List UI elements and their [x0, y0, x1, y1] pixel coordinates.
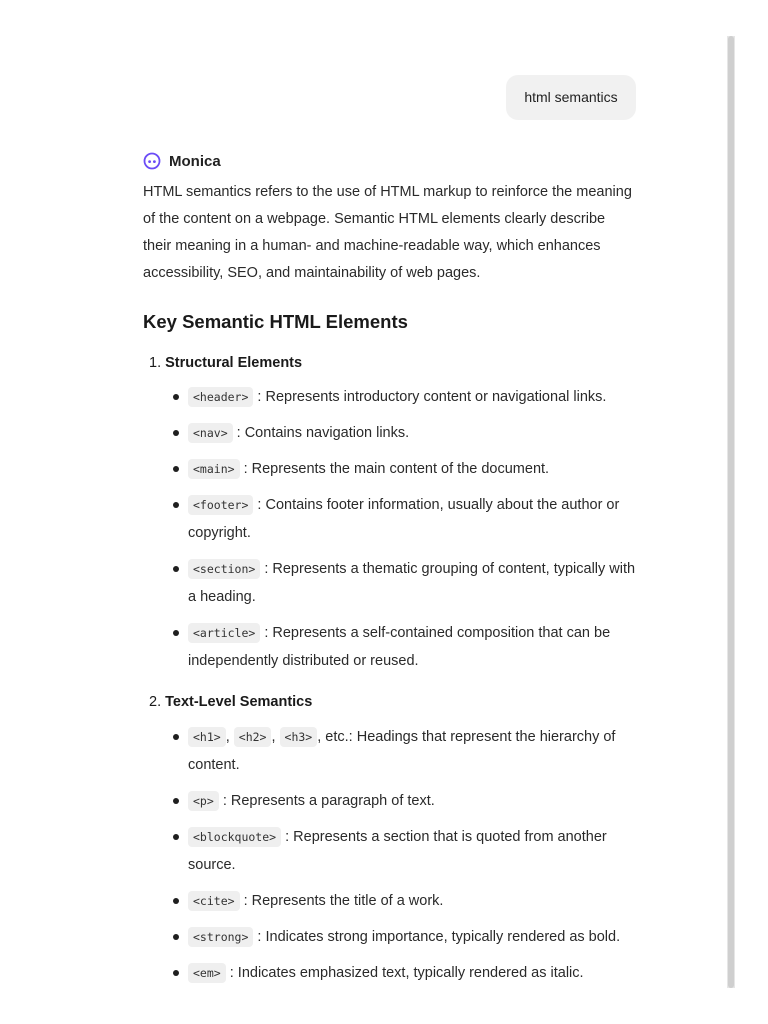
list-item: <h1> , <h2> , <h3> , etc.: Headings that represent the hierarchy of content. [188, 723, 640, 779]
code-tag: <footer> [188, 495, 253, 515]
code-tag: <header> [188, 387, 253, 407]
group-number: 1. [149, 355, 162, 371]
assistant-header [143, 150, 221, 172]
item-text: : Represents introductory content or navigational links. [257, 389, 607, 405]
code-tag: <section> [188, 559, 260, 579]
item-text: : Indicates emphasized text, typically rendered as italic. [229, 965, 584, 981]
code-tag: <article> [188, 623, 260, 643]
user-message-text: html semantics [524, 89, 618, 105]
intro-paragraph: HTML semantics refers to the use of HTML markup to reinforce the meaning of the content on a webpage. Semantic HTML elements clearly describe their meaning in a human- and machine-readable way, which enhances accessibility, SEO, and maintainability of web pages. [143, 184, 632, 281]
item-text: : Represents a section that is quoted from another source. [188, 829, 607, 873]
assistant-name: Monica [169, 152, 221, 170]
structural-elements-list [188, 383, 640, 683]
item-text: , etc.: Headings that represent the hierarchy of content. [188, 729, 616, 773]
scrollbar-thumb[interactable] [728, 36, 734, 988]
code-tag: <blockquote> [188, 827, 281, 847]
item-text: : Contains footer information, usually about the author or copyright. [188, 497, 620, 541]
list-item [188, 959, 640, 987]
user-message-bubble [506, 75, 636, 120]
group-title-structural [149, 351, 302, 375]
code-tag: <cite> [188, 891, 240, 911]
code-tag: <h2> [234, 727, 272, 747]
code-tag: <strong> [188, 927, 253, 947]
list-item [188, 383, 640, 411]
list-item [188, 555, 640, 611]
group-name: Structural Elements [165, 355, 303, 371]
list-item [188, 491, 640, 547]
text-level-semantics-list [188, 723, 640, 995]
item-text: : Represents the main content of the document. [243, 461, 550, 477]
list-item [188, 887, 640, 915]
group-number: 2. [149, 694, 162, 710]
item-text: : Indicates strong importance, typically rendered as bold. [257, 929, 621, 945]
list-item [188, 619, 640, 675]
code-tag: <h1> [188, 727, 226, 747]
monica-avatar-icon [143, 152, 161, 170]
section-title: Key Semantic HTML Elements [143, 311, 408, 332]
list-item [188, 823, 640, 879]
code-tag: <p> [188, 791, 219, 811]
code-tag: <h3> [280, 727, 318, 747]
list-item [188, 923, 640, 951]
group-name: Text-Level Semantics [165, 694, 313, 710]
code-tag: <em> [188, 963, 226, 983]
list-item [188, 787, 640, 815]
group-title-text-level [149, 690, 312, 714]
code-tag: <main> [188, 459, 240, 479]
item-text: : Represents a thematic grouping of content, typically with a heading. [188, 561, 636, 605]
list-item [188, 455, 640, 483]
list-item [188, 419, 640, 447]
code-tag: <nav> [188, 423, 233, 443]
item-text: : Represents a self-contained composition that can be independently distributed or reused. [188, 625, 611, 669]
item-text: : Represents the title of a work. [243, 893, 444, 909]
item-text: : Contains navigation links. [236, 425, 410, 441]
item-text: : Represents a paragraph of text. [222, 793, 435, 809]
